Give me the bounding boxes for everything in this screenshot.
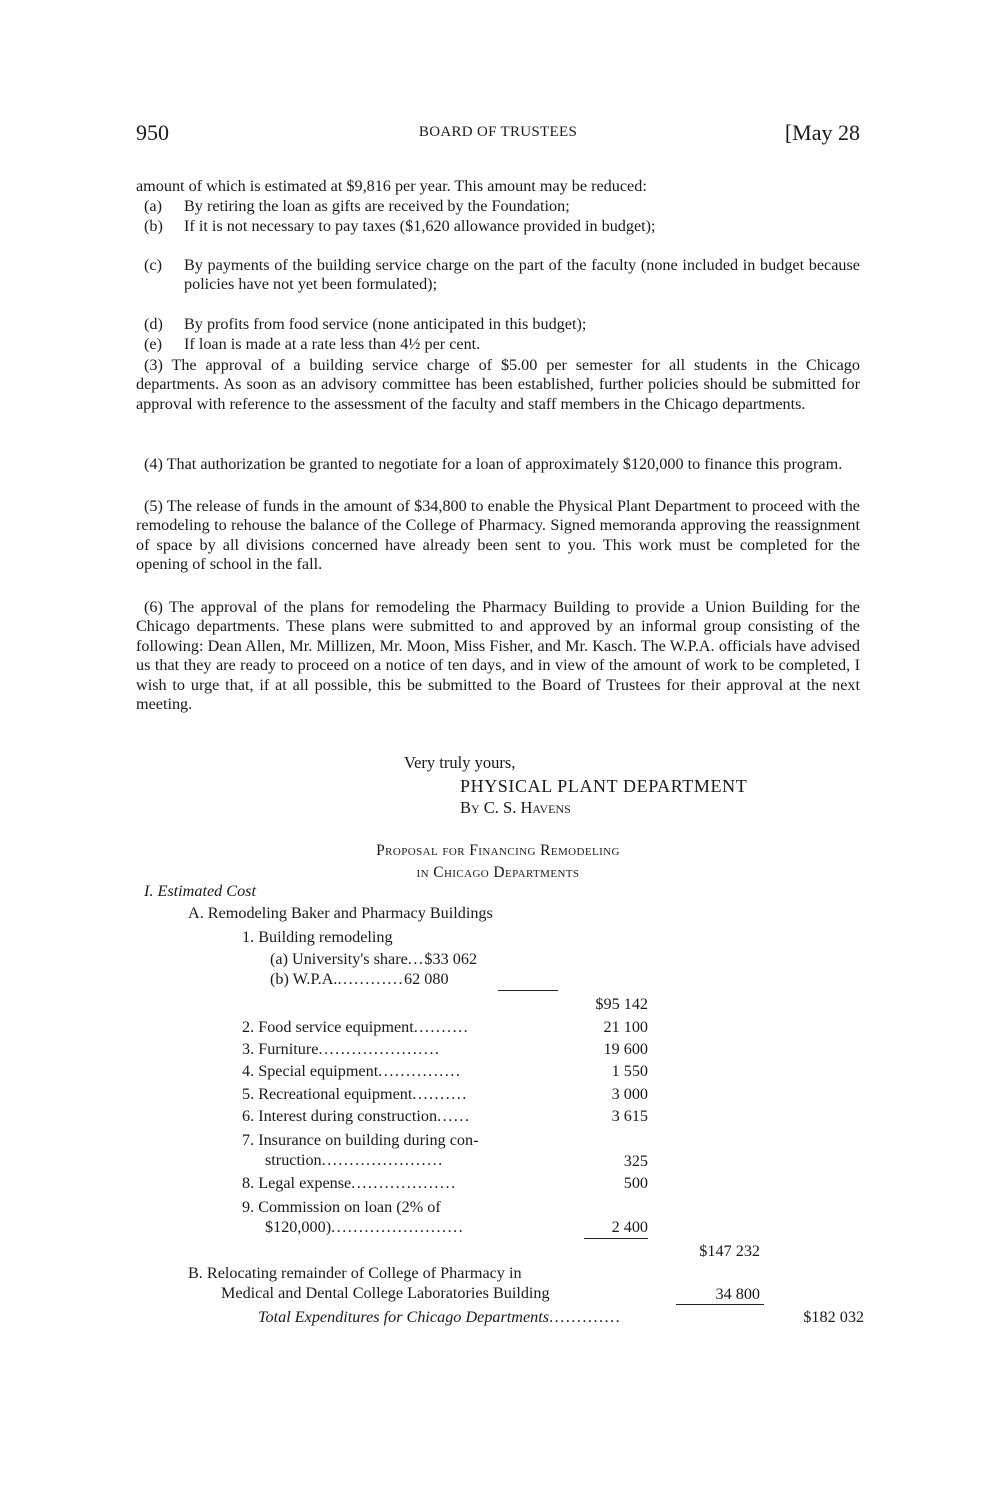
reduction-label: (c) [144, 256, 162, 274]
rule-b-value [676, 1304, 764, 1305]
signature-name: By C. S. Havens [460, 798, 571, 817]
item-7-label-cont: struction...................... [265, 1151, 444, 1169]
page-header [136, 120, 860, 150]
item-8-label: 8. Legal expense................... [242, 1174, 457, 1192]
paragraph-3: (3) The approval of a building service charge of $5.00 per semester for all students in the Chicago departments. As soon as an advisory committee has been established, further policies should be submitted for approval with reference to the assessment of the faculty and staff members in the Chicago departments. [136, 356, 860, 413]
closing-salutation: Very truly yours, [404, 753, 516, 772]
item-1-title: 1. Building remodeling [242, 928, 393, 946]
reduction-label: (e) [144, 335, 162, 353]
item-5-label: 5. Recreational equipment.......... [242, 1085, 468, 1103]
section-a-title: A. Remodeling Baker and Pharmacy Buildings [188, 904, 493, 922]
proposal-title-line2: in Chicago Departments [416, 864, 580, 881]
section-b-title: B. Relocating remainder of College of Pharmacy in [188, 1264, 522, 1282]
rule-subtotal [498, 990, 558, 991]
page-number: 950 [136, 120, 169, 145]
section-a-total: $147 232 [699, 1242, 760, 1260]
reduction-item-b [144, 217, 860, 236]
signature-department: PHYSICAL PLANT DEPARTMENT [460, 776, 748, 796]
item-2-label: 2. Food service equipment.......... [242, 1018, 470, 1036]
proposal-title-line1: Proposal for Financing Remodeling [376, 842, 620, 859]
item-9-value: 2 400 [611, 1218, 648, 1236]
item-7-label: 7. Insurance on building during con- [242, 1131, 479, 1149]
reduction-item-c [144, 256, 860, 295]
item-6-value: 3 615 [611, 1107, 648, 1125]
reduction-text: If loan is made at a rate less than 4½ per cent. [184, 335, 481, 353]
item-3-value: 19 600 [603, 1040, 648, 1058]
item-9-label-cont: $120,000)........................ [265, 1218, 465, 1236]
rule-a-total [584, 1238, 648, 1239]
reduction-item-a [144, 197, 860, 216]
reduction-label: (d) [144, 315, 163, 333]
item-1-total: $95 142 [595, 995, 648, 1013]
grand-total-label: Total Expenditures for Chicago Departments............. [258, 1308, 622, 1326]
sub-item-a: (a) University's share...$33 062 [270, 950, 478, 968]
paragraph-5: (5) The release of funds in the amount of $34,800 to enable the Physical Plant Department to proceed with the remodeling to rehouse the balance of the College of Pharmacy. Signed memoranda approving the reassignment of space by all divisions concerned have already been sent to you. This work must be completed for the opening of school in the fall. [136, 497, 860, 574]
item-7-value: 325 [623, 1152, 648, 1170]
sub-item-b: (b) W.P.A.............62 080 [270, 970, 449, 988]
paragraph-4: (4) That authorization be granted to negotiate for a loan of approximately $120,000 to finance this program. [144, 455, 843, 473]
reduction-item-d [144, 315, 860, 334]
running-title: BOARD OF TRUSTEES [418, 124, 578, 140]
item-4-label: 4. Special equipment............... [242, 1062, 462, 1080]
intro-paragraph: amount of which is estimated at $9,816 per year. This amount may be reduced: [136, 177, 647, 195]
section-b-title-cont: Medical and Dental College Laboratories Building [221, 1284, 550, 1302]
header-date: [May 28 [784, 120, 860, 145]
item-4-value: 1 550 [611, 1062, 648, 1080]
section-estimated-cost: I. Estimated Cost [144, 882, 256, 900]
grand-total-value: $182 032 [803, 1308, 864, 1326]
reduction-text: By retiring the loan as gifts are received by the Foundation; [184, 197, 570, 215]
paragraph-6: (6) The approval of the plans for remodeling the Pharmacy Building to provide a Union Building for the Chicago departments. These plans were submitted to and approved by an informal group consisting of the following: Dean Allen, Mr. Millizen, Mr. Moon, Miss Fisher, and Mr. Kasch. The W.P.A. officials have advised us that they are ready to proceed on a notice of ten days, and in view of the amount of work to be completed, I wish to urge that, if at all possible, this be submitted to the Board of Trustees for their approval at the next meeting. [136, 598, 860, 714]
item-9-label: 9. Commission on loan (2% of [242, 1198, 441, 1216]
reduction-label: (b) [144, 217, 163, 235]
section-b-value: 34 800 [715, 1285, 760, 1303]
reduction-label: (a) [144, 197, 162, 215]
reduction-text: By profits from food service (none anticipated in this budget); [184, 315, 587, 333]
item-8-value: 500 [623, 1174, 648, 1192]
item-6-label: 6. Interest during construction...... [242, 1107, 471, 1125]
reduction-text: If it is not necessary to pay taxes ($1,620 allowance provided in budget); [184, 217, 656, 235]
reduction-item-e [144, 335, 860, 354]
reduction-text: By payments of the building service charge on the part of the faculty (none included in budget because policies have not yet been formulated); [184, 256, 860, 294]
item-5-value: 3 000 [611, 1085, 648, 1103]
item-2-value: 21 100 [603, 1018, 648, 1036]
item-3-label: 3. Furniture...................... [242, 1040, 441, 1058]
